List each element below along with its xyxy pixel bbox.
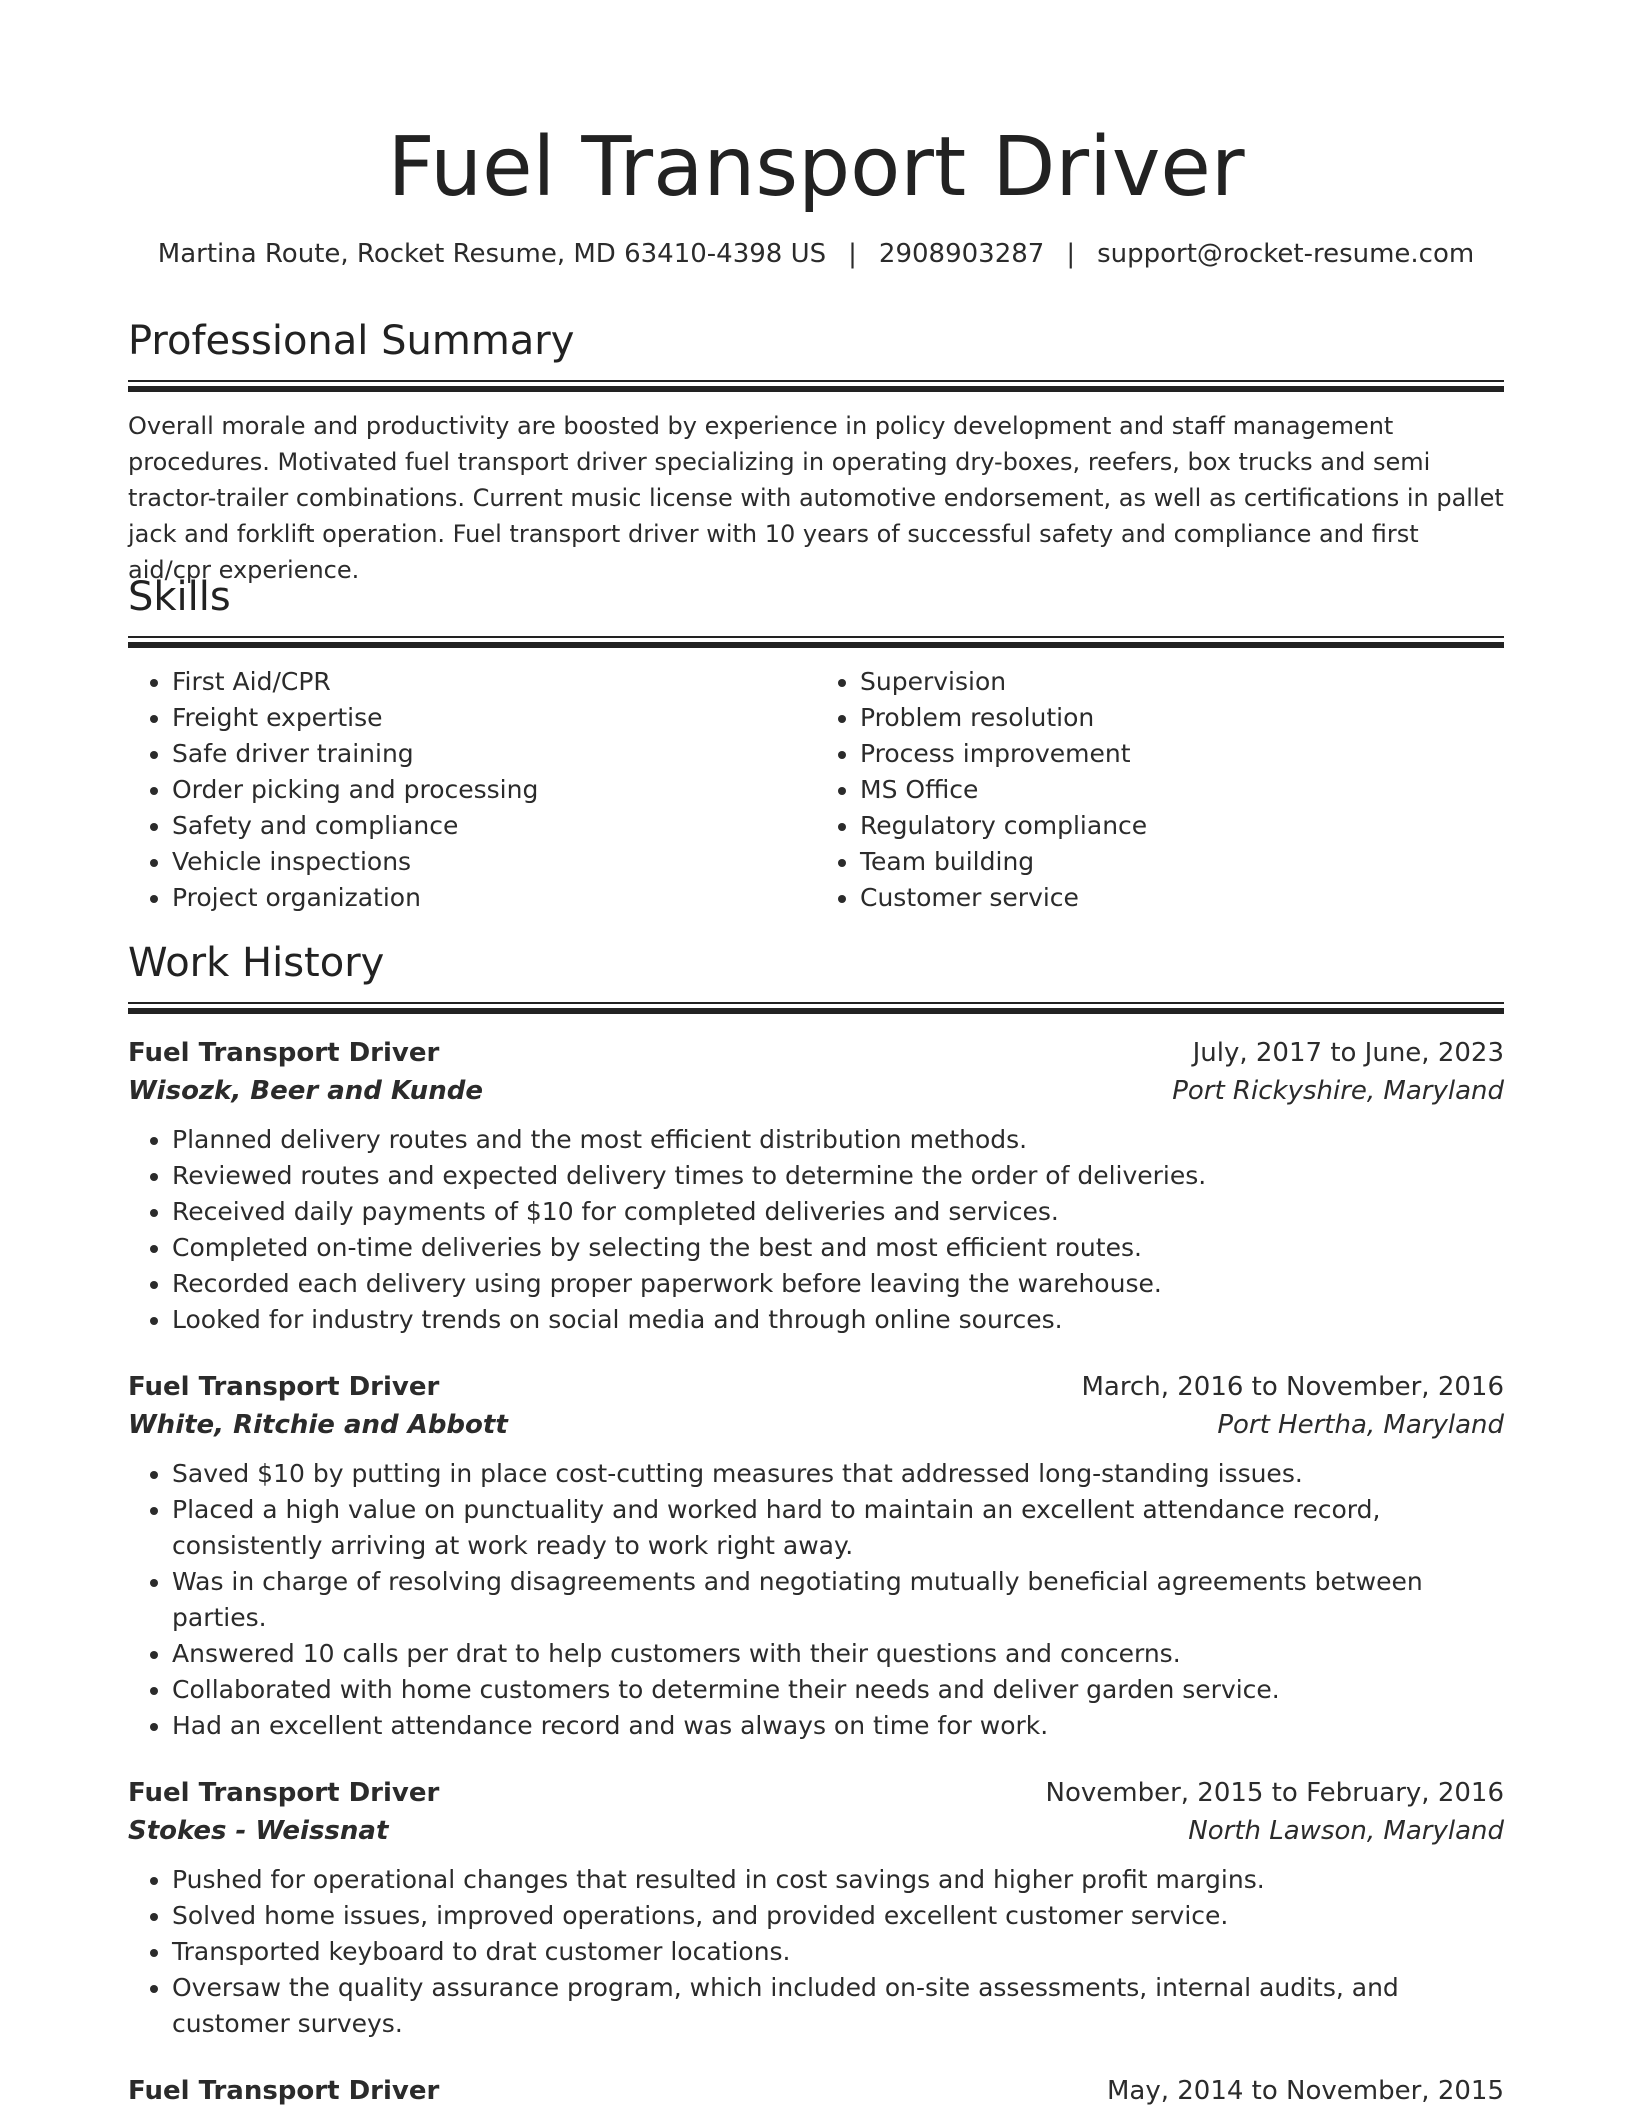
job-duty: • Pushed for operational changes that resulted in cost savings and higher profit margins.	[172, 1862, 1504, 1898]
skill-item: • Order picking and processing	[172, 772, 816, 808]
job-entry	[128, 2072, 1504, 2110]
job-title: Fuel Transport Driver	[128, 2076, 440, 2106]
job-title: Fuel Transport Driver	[128, 1372, 440, 1402]
job-duty: • Collaborated with home customers to determine their needs and deliver garden service.	[172, 1672, 1504, 1708]
skill-item: • MS Office	[860, 772, 1504, 808]
contact-separator: |	[848, 239, 857, 269]
job-location: Port Hertha, Maryland	[1217, 1410, 1504, 1440]
job-company: Stokes - Weissnat	[128, 1816, 389, 1846]
job-entry	[128, 1034, 1504, 1338]
job-header-row	[128, 1774, 1504, 1812]
job-header-row	[128, 1368, 1504, 1406]
skill-item: • Regulatory compliance	[860, 808, 1504, 844]
job-header-row	[128, 1034, 1504, 1072]
skill-item: • Customer service	[860, 880, 1504, 916]
work-history-heading: Work History	[128, 940, 385, 986]
job-duties	[128, 1122, 1504, 1338]
skill-item: • Team building	[860, 844, 1504, 880]
summary-heading: Professional Summary	[128, 318, 575, 364]
skill-item: • Problem resolution	[860, 700, 1504, 736]
job-dates: July, 2017 to June, 2023	[1192, 1038, 1504, 1068]
resume-name: Fuel Transport Driver	[387, 120, 1245, 215]
skills-grid	[128, 664, 1504, 916]
job-duty: • Received daily payments of $10 for completed deliveries and services.	[172, 1194, 1504, 1230]
section-divider	[128, 636, 1504, 648]
skill-item: • Vehicle inspections	[172, 844, 816, 880]
job-duty: • Oversaw the quality assurance program, which included on-site assessments, internal audits, and customer surveys.	[172, 1970, 1504, 2042]
section-divider	[128, 1002, 1504, 1014]
skills-list-right	[816, 664, 1504, 916]
job-duty: • Placed a high value on punctuality and worked hard to maintain an excellent attendance record, consistently arriving at work ready to work right away.	[172, 1492, 1504, 1564]
skills-section	[128, 572, 1504, 916]
contact-phone: 2908903287	[878, 239, 1045, 269]
job-entry	[128, 1368, 1504, 1744]
skills-list-left	[128, 664, 816, 916]
job-company-row	[128, 1812, 1504, 1850]
job-title: Fuel Transport Driver	[128, 1038, 440, 1068]
contact-email: support@rocket-resume.com	[1097, 239, 1475, 269]
job-company-row	[128, 1406, 1504, 1444]
job-dates: May, 2014 to November, 2015	[1106, 2076, 1504, 2106]
job-duty: • Planned delivery routes and the most efficient distribution methods.	[172, 1122, 1504, 1158]
job-duty: • Recorded each delivery using proper paperwork before leaving the warehouse.	[172, 1266, 1504, 1302]
summary-section	[128, 316, 1504, 588]
contact-address: Martina Route, Rocket Resume, MD 63410-4398 US	[157, 239, 827, 269]
job-company: White, Ritchie and Abbott	[128, 1410, 508, 1440]
job-location: Port Rickyshire, Maryland	[1172, 1076, 1504, 1106]
job-dates: March, 2016 to November, 2016	[1081, 1372, 1504, 1402]
job-duty: • Answered 10 calls per drat to help customers with their questions and concerns.	[172, 1636, 1504, 1672]
skill-item: • First Aid/CPR	[172, 664, 816, 700]
job-dates: November, 2015 to February, 2016	[1045, 1778, 1504, 1808]
job-duty: • Reviewed routes and expected delivery times to determine the order of deliveries.	[172, 1158, 1504, 1194]
contact-separator: |	[1066, 239, 1076, 269]
job-duty: • Transported keyboard to drat customer locations.	[172, 1934, 1504, 1970]
job-duty: • Completed on-time deliveries by selecting the best and most efficient routes.	[172, 1230, 1504, 1266]
job-entry	[128, 1774, 1504, 2042]
job-duty: • Solved home issues, improved operations, and provided excellent customer service.	[172, 1898, 1504, 1934]
job-title: Fuel Transport Driver	[128, 1778, 440, 1808]
job-duty: • Had an excellent attendance record and was always on time for work.	[172, 1708, 1504, 1744]
job-duty: • Looked for industry trends on social media and through online sources.	[172, 1302, 1504, 1338]
skill-item: • Supervision	[860, 664, 1504, 700]
job-location: North Lawson, Maryland	[1188, 1816, 1504, 1846]
section-divider	[128, 380, 1504, 392]
job-header-row	[128, 2072, 1504, 2110]
contact-line	[0, 236, 1632, 272]
skill-item: • Project organization	[172, 880, 816, 916]
skill-item: • Process improvement	[860, 736, 1504, 772]
skill-item: • Safe driver training	[172, 736, 816, 772]
job-company-row	[128, 1072, 1504, 1110]
work-history-section	[128, 938, 1504, 2110]
job-duties	[128, 1456, 1504, 1744]
job-duties	[128, 1862, 1504, 2042]
job-duty: • Was in charge of resolving disagreements and negotiating mutually beneficial agreements between parties.	[172, 1564, 1504, 1636]
job-company: Wisozk, Beer and Kunde	[128, 1076, 483, 1106]
skill-item: • Safety and compliance	[172, 808, 816, 844]
skills-heading: Skills	[128, 574, 231, 620]
job-duty: • Saved $10 by putting in place cost-cutting measures that addressed long-standing issues.	[172, 1456, 1504, 1492]
skill-item: • Freight expertise	[172, 700, 816, 736]
summary-text: Overall morale and productivity are boosted by experience in policy development and staff management procedures. Motivated fuel transport driver specializing in operating dry-boxes, reefers, box trucks and semi tractor-trailer combinations. Current music license with automotive endorsement, as well as certifications in pallet jack and forklift operation. Fuel transport driver with 10 years of successful safety and compliance and first aid/cpr experience.	[128, 412, 1504, 584]
